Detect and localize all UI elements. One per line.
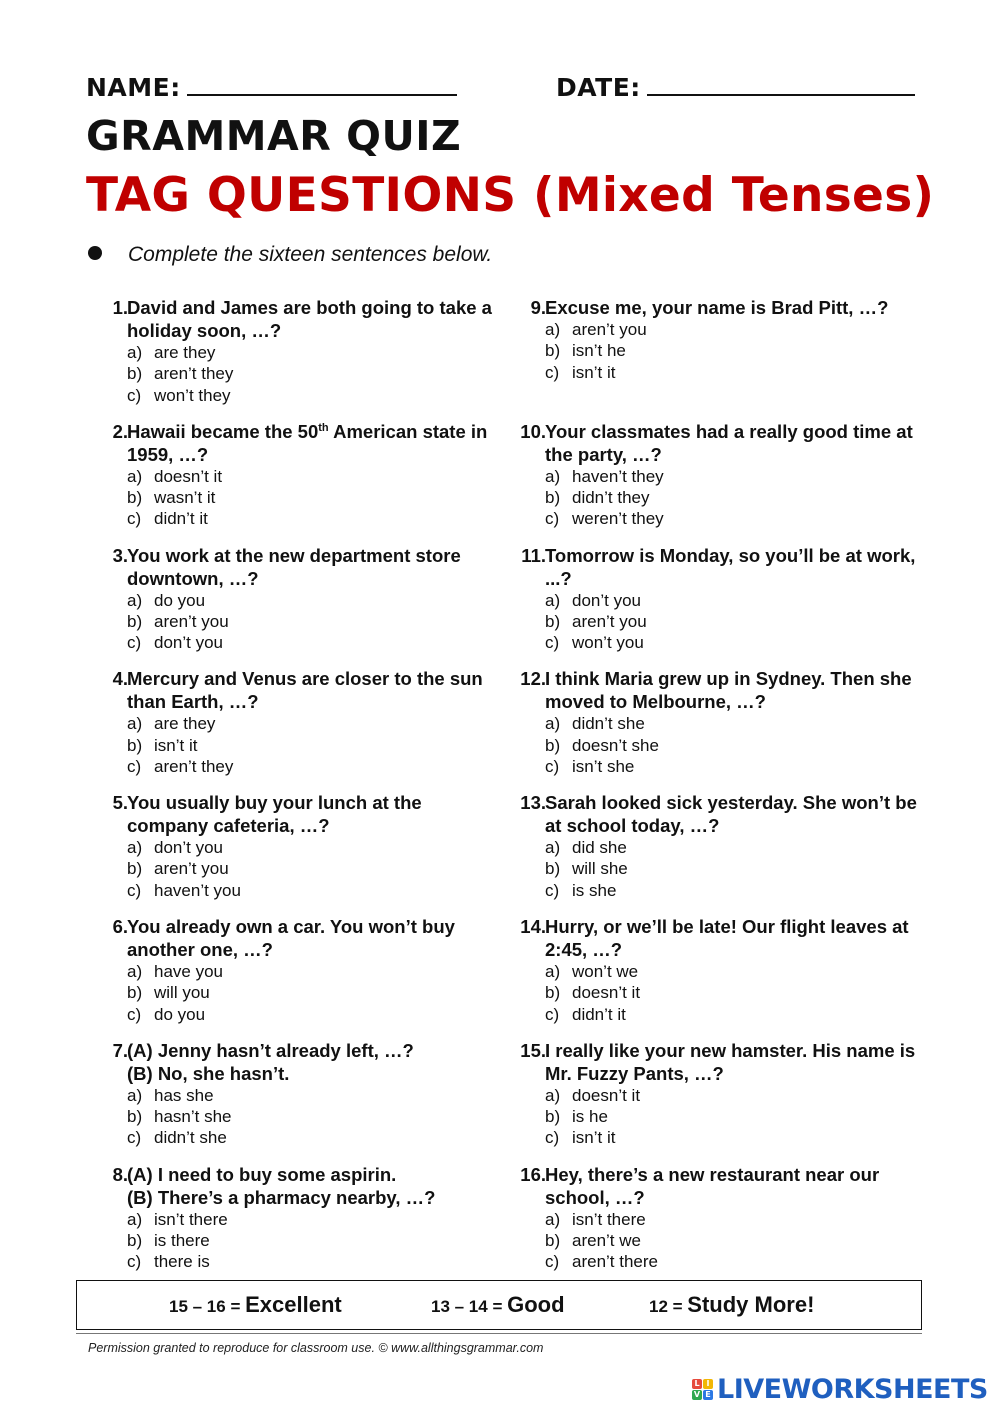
score-label: Study More! <box>687 1292 815 1317</box>
answer-option[interactable] <box>127 1106 487 1127</box>
score-good <box>431 1292 565 1318</box>
question-stem <box>545 296 925 319</box>
option-text: isn’t he <box>572 341 626 361</box>
option-text: aren’t you <box>572 320 647 339</box>
option-letter: a) <box>545 1085 561 1105</box>
answer-options <box>127 713 487 777</box>
question-item <box>506 667 926 791</box>
question-number: 1. <box>112 297 128 318</box>
date-label: DATE: <box>556 73 641 102</box>
option-letter: b) <box>127 1230 143 1250</box>
question-text: (A) Jenny hasn’t already left, …? <box>127 1039 414 1061</box>
option-text: hasn’t she <box>154 1107 232 1127</box>
question-number: 10. <box>520 420 546 442</box>
option-letter: a) <box>545 320 561 339</box>
option-text: won’t they <box>154 385 231 405</box>
answer-option[interactable] <box>127 961 487 982</box>
answer-option[interactable] <box>545 362 905 383</box>
option-text: didn’t it <box>572 1004 626 1024</box>
question-stem <box>127 791 507 837</box>
option-letter: a) <box>127 343 143 362</box>
question-item <box>88 791 508 915</box>
option-letter: c) <box>127 756 142 776</box>
option-letter: a) <box>127 466 143 486</box>
option-letter: c) <box>545 880 560 900</box>
option-text: don’t you <box>154 838 223 858</box>
answer-option[interactable] <box>545 611 905 632</box>
option-letter: a) <box>545 714 561 734</box>
option-letter: b) <box>545 1107 561 1127</box>
option-letter: b) <box>127 1107 143 1127</box>
question-item <box>88 1039 508 1163</box>
question-number: 2. <box>112 420 128 442</box>
option-letter: b) <box>127 859 143 879</box>
logo-tile: E <box>703 1390 713 1400</box>
option-text: didn’t they <box>572 488 650 508</box>
option-letter: c) <box>545 1128 560 1148</box>
option-text: aren’t you <box>154 859 229 879</box>
answer-option[interactable] <box>545 880 905 901</box>
answer-option[interactable] <box>127 632 487 653</box>
option-text: are they <box>154 714 216 734</box>
option-letter: a) <box>127 714 143 734</box>
bullet-icon <box>88 246 102 260</box>
option-letter: a) <box>127 1085 143 1105</box>
option-letter: b) <box>127 364 143 384</box>
option-letter: c) <box>545 633 560 653</box>
answer-options <box>127 1209 487 1273</box>
option-text: won’t we <box>572 961 639 981</box>
question-text: I really like your new hamster. His name is Mr. Fuzzy Pants, …? <box>545 1039 916 1084</box>
option-letter: c) <box>127 880 142 900</box>
answer-option[interactable] <box>127 982 487 1003</box>
question-item <box>506 544 926 668</box>
question-item <box>88 1163 508 1287</box>
answer-option[interactable] <box>545 1106 905 1127</box>
question-number: 3. <box>112 544 128 566</box>
answer-option[interactable] <box>545 735 905 756</box>
question-item <box>88 915 508 1039</box>
question-text: (B) No, she hasn’t. <box>127 1062 290 1084</box>
answer-option[interactable] <box>127 342 487 363</box>
option-text: aren’t there <box>572 1252 658 1272</box>
name-label: NAME: <box>86 73 181 102</box>
option-letter: b) <box>127 488 143 508</box>
answer-options <box>127 590 487 654</box>
header-row <box>86 70 926 110</box>
answer-option[interactable] <box>545 1085 905 1106</box>
answer-option[interactable] <box>545 508 905 529</box>
questions-left-column <box>88 296 508 1286</box>
answer-option[interactable] <box>127 1004 487 1025</box>
option-letter: a) <box>545 590 561 610</box>
option-letter: a) <box>545 1209 561 1229</box>
date-field <box>556 70 915 102</box>
answer-options <box>127 961 487 1025</box>
option-text: is there <box>154 1230 210 1250</box>
answer-option[interactable] <box>127 735 487 756</box>
option-text: aren’t you <box>572 611 647 631</box>
question-stem <box>545 1163 925 1209</box>
question-stem <box>545 420 925 466</box>
answer-option[interactable] <box>127 858 487 879</box>
question-item <box>506 1163 926 1287</box>
option-text: doesn’t it <box>154 466 223 486</box>
logo-tile: V <box>693 1389 701 1399</box>
option-text: haven’t you <box>154 880 241 900</box>
answer-option[interactable] <box>545 1251 905 1272</box>
liveworksheets-brand <box>692 1374 988 1404</box>
logo-tile: I <box>703 1379 713 1389</box>
score-study-more <box>649 1292 814 1318</box>
question-number: 16. <box>520 1163 546 1185</box>
option-letter: a) <box>545 466 561 486</box>
option-letter: a) <box>127 961 143 981</box>
option-text: aren’t we <box>572 1230 641 1250</box>
question-text: Sarah looked sick yesterday. She won’t be at school today, …? <box>545 792 917 837</box>
option-text: doesn’t she <box>572 735 659 755</box>
instruction-text: Complete the sixteen sentences below. <box>128 243 493 266</box>
answer-options <box>127 342 487 406</box>
option-text: weren’t they <box>572 509 664 529</box>
option-text: won’t you <box>572 633 644 653</box>
answer-option[interactable] <box>545 1230 905 1251</box>
option-letter: a) <box>545 961 561 981</box>
option-text: isn’t there <box>572 1209 646 1229</box>
option-letter: c) <box>127 385 142 405</box>
option-text: isn’t it <box>572 362 616 382</box>
option-text: do you <box>154 590 206 610</box>
score-range: 13 – 14 = <box>431 1297 503 1316</box>
option-letter: c) <box>545 1004 560 1024</box>
option-text: aren’t they <box>154 756 234 776</box>
option-text: don’t you <box>154 633 223 653</box>
option-letter: c) <box>127 633 142 653</box>
question-item <box>88 544 508 668</box>
option-text: is he <box>572 1107 608 1127</box>
questions-right-column <box>506 296 926 1286</box>
score-label: Good <box>507 1292 565 1317</box>
option-letter: a) <box>127 590 143 610</box>
question-number: 6. <box>112 915 128 937</box>
option-text: isn’t it <box>572 1128 616 1148</box>
option-text: aren’t they <box>154 364 234 384</box>
question-stem <box>545 915 925 961</box>
question-stem <box>127 915 507 961</box>
answer-option[interactable] <box>545 487 905 508</box>
question-text: Hey, there’s a new restaurant near our school, …? <box>545 1163 880 1208</box>
option-letter: c) <box>127 1128 142 1148</box>
answer-option[interactable] <box>545 982 905 1003</box>
answer-options <box>545 466 905 530</box>
option-letter: b) <box>545 488 561 508</box>
question-text: Mercury and Venus are closer to the sun than Earth, …? <box>127 668 483 713</box>
page-title: GRAMMAR QUIZ <box>86 112 462 160</box>
option-text: are they <box>154 343 216 362</box>
answer-option[interactable] <box>127 1230 487 1251</box>
option-text: did she <box>572 838 627 858</box>
question-item <box>88 420 508 544</box>
question-stem <box>545 667 925 713</box>
question-number: 14. <box>520 915 546 937</box>
answer-options <box>545 590 905 654</box>
answer-options <box>545 837 905 901</box>
answer-option[interactable] <box>545 837 905 858</box>
option-letter: c) <box>545 362 560 382</box>
name-blank-line[interactable] <box>187 70 457 96</box>
question-text: Hurry, or we’ll be late! Our flight leaves at 2:45, …? <box>545 915 909 960</box>
question-text: (A) I need to buy some aspirin. <box>127 1163 397 1185</box>
question-item <box>506 296 926 420</box>
option-letter: c) <box>127 509 142 529</box>
question-number: 8. <box>112 1163 128 1185</box>
question-stem <box>127 667 507 713</box>
question-number: 11. <box>521 544 546 566</box>
question-number: 9. <box>530 297 546 318</box>
answer-option[interactable] <box>545 1209 905 1230</box>
answer-option[interactable] <box>127 713 487 734</box>
answer-option[interactable] <box>545 1004 905 1025</box>
option-text: isn’t there <box>154 1209 228 1229</box>
question-text: I think Maria grew up in Sydney. Then she moved to Melbourne, …? <box>545 668 912 713</box>
question-number: 5. <box>112 792 128 814</box>
answer-options <box>545 961 905 1025</box>
answer-options <box>127 1085 487 1149</box>
option-letter: a) <box>127 838 143 858</box>
footer-divider <box>76 1333 922 1334</box>
question-item <box>506 791 926 915</box>
answer-option[interactable] <box>127 487 487 508</box>
answer-options <box>545 1209 905 1273</box>
option-text: aren’t you <box>154 611 229 631</box>
option-letter: b) <box>127 611 143 631</box>
option-text: isn’t she <box>572 756 635 776</box>
answer-options <box>545 713 905 777</box>
option-text: has she <box>154 1085 214 1105</box>
option-letter: a) <box>545 838 561 858</box>
option-letter: b) <box>545 341 561 361</box>
answer-option[interactable] <box>545 1127 905 1148</box>
answer-option[interactable] <box>545 756 905 777</box>
answer-option[interactable] <box>127 363 487 384</box>
answer-option[interactable] <box>127 880 487 901</box>
option-text: there is <box>154 1252 210 1272</box>
question-text: Tomorrow is Monday, so you’ll be at work, ...? <box>545 544 916 589</box>
answer-option[interactable] <box>127 1251 487 1272</box>
answer-option[interactable] <box>545 961 905 982</box>
score-range: 15 – 16 = <box>169 1297 241 1316</box>
question-stem <box>127 1039 507 1085</box>
question-text: (B) There’s a pharmacy nearby, …? <box>127 1186 436 1208</box>
option-text: didn’t it <box>154 509 208 529</box>
question-item <box>506 420 926 544</box>
answer-option[interactable] <box>545 466 905 487</box>
question-number: 7. <box>112 1039 128 1061</box>
instruction <box>88 243 492 267</box>
option-letter: c) <box>127 1252 142 1272</box>
option-text: isn’t it <box>154 735 198 755</box>
option-text: will she <box>572 859 628 879</box>
option-text: have you <box>154 961 223 981</box>
question-stem <box>127 1163 507 1209</box>
answer-option[interactable] <box>127 590 487 611</box>
option-text: doesn’t it <box>572 1085 641 1105</box>
answer-option[interactable] <box>545 632 905 653</box>
question-text: You already own a car. You won’t buy another one, …? <box>127 915 455 960</box>
answer-options <box>545 1085 905 1149</box>
answer-option[interactable] <box>127 1127 487 1148</box>
option-text: wasn’t it <box>154 488 216 508</box>
score-label: Excellent <box>245 1292 342 1317</box>
question-stem <box>545 544 925 590</box>
question-text: You usually buy your lunch at the company cafeteria, …? <box>127 792 422 837</box>
brand-text: LIVEWORKSHEETS <box>717 1373 988 1405</box>
question-item <box>88 296 508 420</box>
question-text: David and James are both going to take a holiday soon, …? <box>127 297 492 341</box>
option-letter: b) <box>545 1230 561 1250</box>
answer-option[interactable] <box>545 340 905 361</box>
score-box <box>76 1280 922 1330</box>
option-text: didn’t she <box>572 714 645 734</box>
option-text: is she <box>572 880 617 900</box>
option-text: haven’t they <box>572 466 664 486</box>
logo-tile: L <box>692 1379 702 1389</box>
permission-note: Permission granted to reproduce for classroom use. © www.allthingsgrammar.com <box>88 1341 544 1355</box>
option-letter: b) <box>545 735 561 755</box>
question-item <box>506 915 926 1039</box>
question-text: Your classmates had a really good time at the party, …? <box>545 420 913 465</box>
option-letter: b) <box>545 859 561 879</box>
option-text: doesn’t it <box>572 983 641 1003</box>
question-number: 12. <box>520 668 546 690</box>
answer-option[interactable] <box>127 756 487 777</box>
question-number: 15. <box>520 1039 546 1061</box>
name-field <box>86 70 457 102</box>
answer-option[interactable] <box>127 611 487 632</box>
question-item <box>88 667 508 791</box>
answer-options <box>127 466 487 530</box>
question-text: Hawaii became the 50th American state in 1959, …? <box>127 420 488 465</box>
option-letter: c) <box>545 509 560 529</box>
question-item <box>506 1039 926 1163</box>
answer-option[interactable] <box>127 508 487 529</box>
answer-option[interactable] <box>127 466 487 487</box>
question-stem <box>127 296 507 342</box>
question-text: You work at the new department store downtown, …? <box>127 544 461 589</box>
score-range: 12 = <box>649 1297 683 1316</box>
question-stem <box>545 791 925 837</box>
option-letter: c) <box>545 1252 560 1272</box>
option-letter: b) <box>127 735 143 755</box>
answer-options <box>545 319 905 383</box>
question-stem <box>127 420 507 466</box>
option-letter: c) <box>545 756 560 776</box>
liveworksheets-logo-icon <box>692 1379 713 1400</box>
answer-option[interactable] <box>127 837 487 858</box>
answer-options <box>127 837 487 901</box>
question-stem <box>127 544 507 590</box>
option-text: didn’t she <box>154 1128 227 1148</box>
date-blank-line[interactable] <box>647 70 915 96</box>
option-letter: b) <box>127 983 143 1003</box>
answer-option[interactable] <box>545 713 905 734</box>
option-text: don’t you <box>572 590 641 610</box>
answer-option[interactable] <box>127 1085 487 1106</box>
option-letter: b) <box>545 983 561 1003</box>
answer-option[interactable] <box>545 319 905 340</box>
option-text: will you <box>154 983 210 1003</box>
option-text: do you <box>154 1004 206 1024</box>
score-excellent <box>169 1292 342 1318</box>
question-text: Excuse me, your name is Brad Pitt, …? <box>545 297 889 318</box>
option-letter: a) <box>127 1209 143 1229</box>
page-subtitle: TAG QUESTIONS (Mixed Tenses) <box>86 168 935 223</box>
option-letter: b) <box>545 611 561 631</box>
question-number: 13. <box>520 792 546 814</box>
answer-option[interactable] <box>127 385 487 406</box>
answer-option[interactable] <box>127 1209 487 1230</box>
answer-option[interactable] <box>545 590 905 611</box>
question-number: 4. <box>112 668 128 690</box>
question-stem <box>545 1039 925 1085</box>
option-letter: c) <box>127 1004 142 1024</box>
answer-option[interactable] <box>545 858 905 879</box>
